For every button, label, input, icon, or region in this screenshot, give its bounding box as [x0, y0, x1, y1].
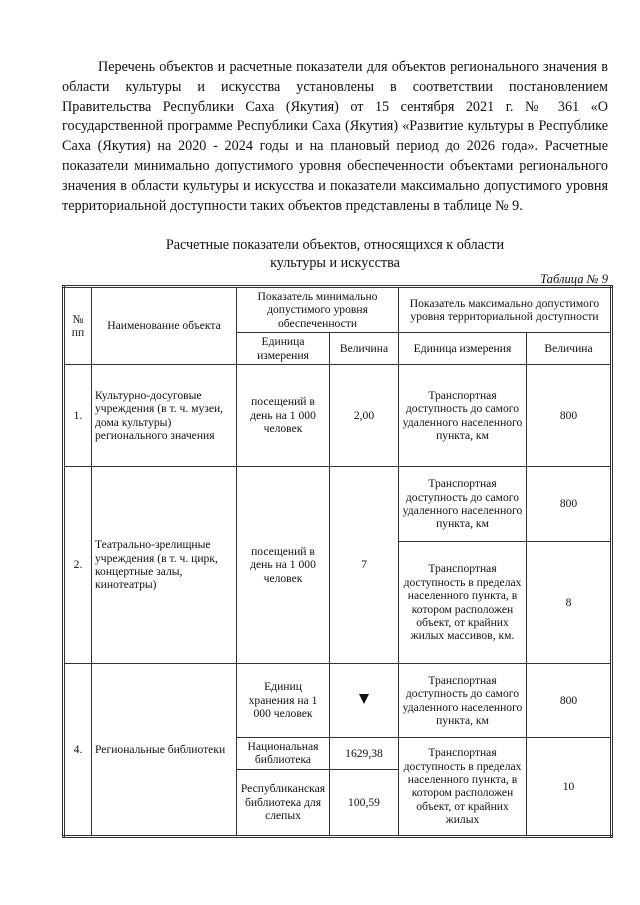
table-row — [64, 467, 612, 542]
row4-max-value-a: 800 — [527, 664, 612, 738]
row1-min-unit: посещений в день на 1 000 человек — [237, 365, 330, 467]
header-max-value: Величина — [527, 333, 612, 365]
table-caption-line1: Расчетные показатели объектов, относящихся к области — [165, 237, 505, 253]
header-min-unit: Единица измерения — [237, 333, 330, 365]
row2-max-unit-b: Транспортная доступность в пределах населенного пункта, в котором расположен объект, от крайних жилых массивов, км. — [399, 542, 527, 664]
header-min-group: Показатель минимально допустимого уровня обеспеченности — [237, 287, 399, 333]
header-max-unit: Единица измерения — [399, 333, 527, 365]
down-triangle-icon — [359, 694, 369, 704]
table-row — [64, 664, 612, 738]
table-row — [64, 365, 612, 467]
table-number: Таблица № 9 — [540, 272, 608, 286]
row2-max-value-b: 8 — [527, 542, 612, 664]
row2-max-value-a: 800 — [527, 467, 612, 542]
row1-max-unit: Транспортная доступность до самого удаленного населенного пункта, км — [399, 365, 527, 467]
culture-indicators-table — [62, 285, 613, 838]
row4-max-unit-a: Транспортная доступность до самого удаленного населенного пункта, км — [399, 664, 527, 738]
row2-min-value: 7 — [330, 467, 399, 664]
header-max-group: Показатель максимально допустимого уровня территориальной доступности — [399, 287, 612, 333]
row4-max-unit-b: Транспортная доступность в пределах населенного пункта, в котором расположен объект, от крайних жилых — [399, 738, 527, 837]
row4-min-value-a — [330, 664, 399, 738]
row4-name: Региональные библиотеки — [92, 664, 237, 837]
row4-min-unit-b: Национальная библиотека — [237, 738, 330, 770]
row4-min-value-c: 100,59 — [330, 769, 399, 836]
row4-num: 4. — [64, 664, 92, 837]
header-name: Наименование объекта — [92, 287, 237, 365]
row2-min-unit: посещений в день на 1 000 человек — [237, 467, 330, 664]
row2-name: Театрально-зрелищные учреждения (в т. ч. цирк, концертные залы, кинотеатры) — [92, 467, 237, 664]
row1-num: 1. — [64, 365, 92, 467]
table-caption-line2: культуры и искусства — [270, 255, 400, 271]
intro-paragraph: Перечень объектов и расчетные показатели для объектов регионального значения в области культуры и искусства установлены в соответствии постановлением Правительства Республики Саха (Якутия) от 15 сентября 2021 г. № 361 «О государственной программе Республики Саха (Якутия) «Развитие культуры в Республике Саха (Якутия) на 2020 - 2024 годы и на плановый период до 2026 года». Расчетные показатели минимально допустимого уровня обеспеченности объектами регионального значения в области культуры и искусства и показатели максимально допустимого уровня территориальной доступности таких объектов представлены в таблице № 9. — [62, 59, 608, 214]
header-min-value: Величина — [330, 333, 399, 365]
row4-min-unit-a: Единиц хранения на 1 000 человек — [237, 664, 330, 738]
row2-max-unit-a: Транспортная доступность до самого удаленного населенного пункта, км — [399, 467, 527, 542]
row1-name: Культурно-досуговые учреждения (в т. ч. музеи, дома культуры) регионального значения — [92, 365, 237, 467]
row1-max-value: 800 — [527, 365, 612, 467]
row4-max-value-b: 10 — [527, 738, 612, 837]
row1-min-value: 2,00 — [330, 365, 399, 467]
row4-min-value-b: 1629,38 — [330, 738, 399, 770]
header-num: № пп — [64, 287, 92, 365]
row4-min-unit-c: Республиканская библиотека для слепых — [237, 769, 330, 836]
row2-num: 2. — [64, 467, 92, 664]
